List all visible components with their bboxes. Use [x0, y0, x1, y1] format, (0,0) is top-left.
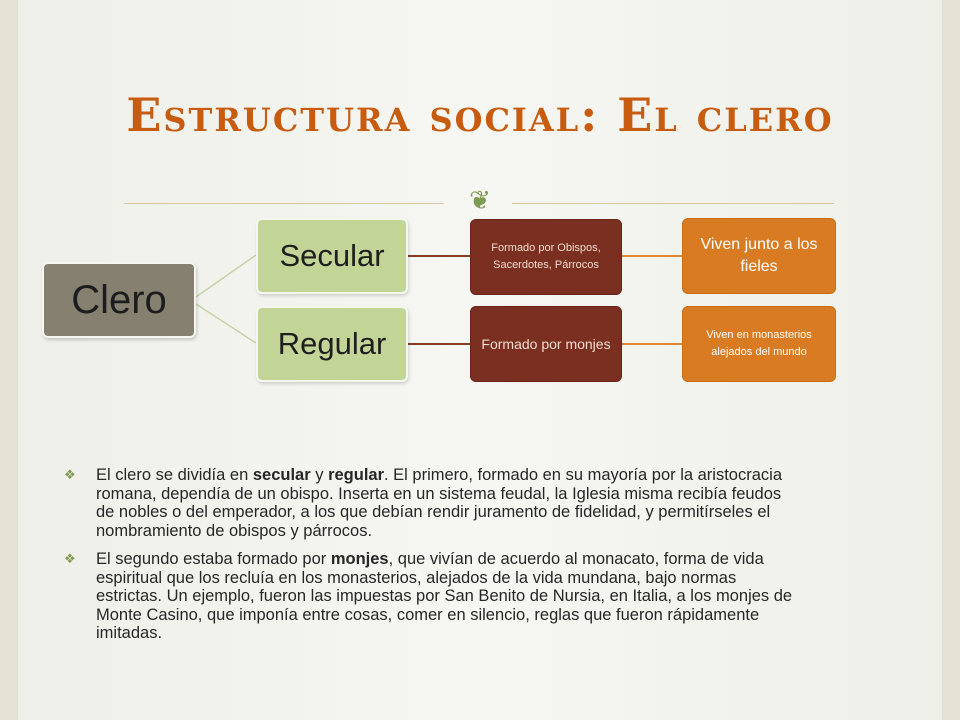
bullet-text: , que vivían de acuerdo al monacato, forma de vida espiritual que los recluía en los monasterios, alejados de la vida mundana, bajo normas estrictas. Un ejemplo, fueron las impuestas por San Benito de Nursia, en Italia, a los monjes de Monte Casino, que imponía entre cosas, comer en silencio, reglas que fueron rápidamente imitadas. [96, 550, 793, 642]
bullet-keyword-regular: regular [328, 466, 384, 484]
diamond-bullet-icon: ❖ [64, 467, 76, 482]
diagram-node-secular-note: Viven junto a los fieles [682, 218, 836, 294]
bullet-keyword-monjes: monjes [330, 550, 389, 568]
diagram-node-regular: Regular [256, 306, 408, 382]
bullet-item-secular-regular [64, 466, 804, 540]
diagram-node-secular: Secular [256, 218, 408, 294]
diagram-node-secular-detail: Formado por Obispos, Sacerdotes, Párrocos [470, 219, 622, 295]
fleuron-ornament-icon: ❦ [469, 186, 491, 216]
diagram-node-regular-note: Viven en monasterios alejados del mundo [682, 306, 836, 382]
bullet-item-monjes [64, 550, 804, 643]
connector-clero-secular [196, 255, 256, 297]
bullet-text: El clero se dividía en [96, 466, 253, 484]
diagram-root-clero: Clero [42, 262, 196, 338]
bullet-text: . El primero, formado en su mayoría por la aristocracia romana, dependía de un obispo. Inserta en un sistema feudal, la Iglesia misma recibía feudos de nobles o del emperador, a los que debían rendir juramento de fidelidad, y permitírseles el nombramiento de obispos y párrocos. [96, 466, 782, 540]
bullet-keyword-secular: secular [252, 466, 311, 484]
bullet-list [64, 466, 804, 653]
diamond-bullet-icon: ❖ [64, 551, 76, 566]
diagram-node-regular-detail: Formado por monjes [470, 306, 622, 382]
connector-clero-regular [196, 304, 256, 343]
bullet-text: y [310, 466, 329, 484]
bullet-text: El segundo estaba formado por [96, 550, 331, 568]
slide-title: Estructura social: El clero [126, 88, 834, 142]
